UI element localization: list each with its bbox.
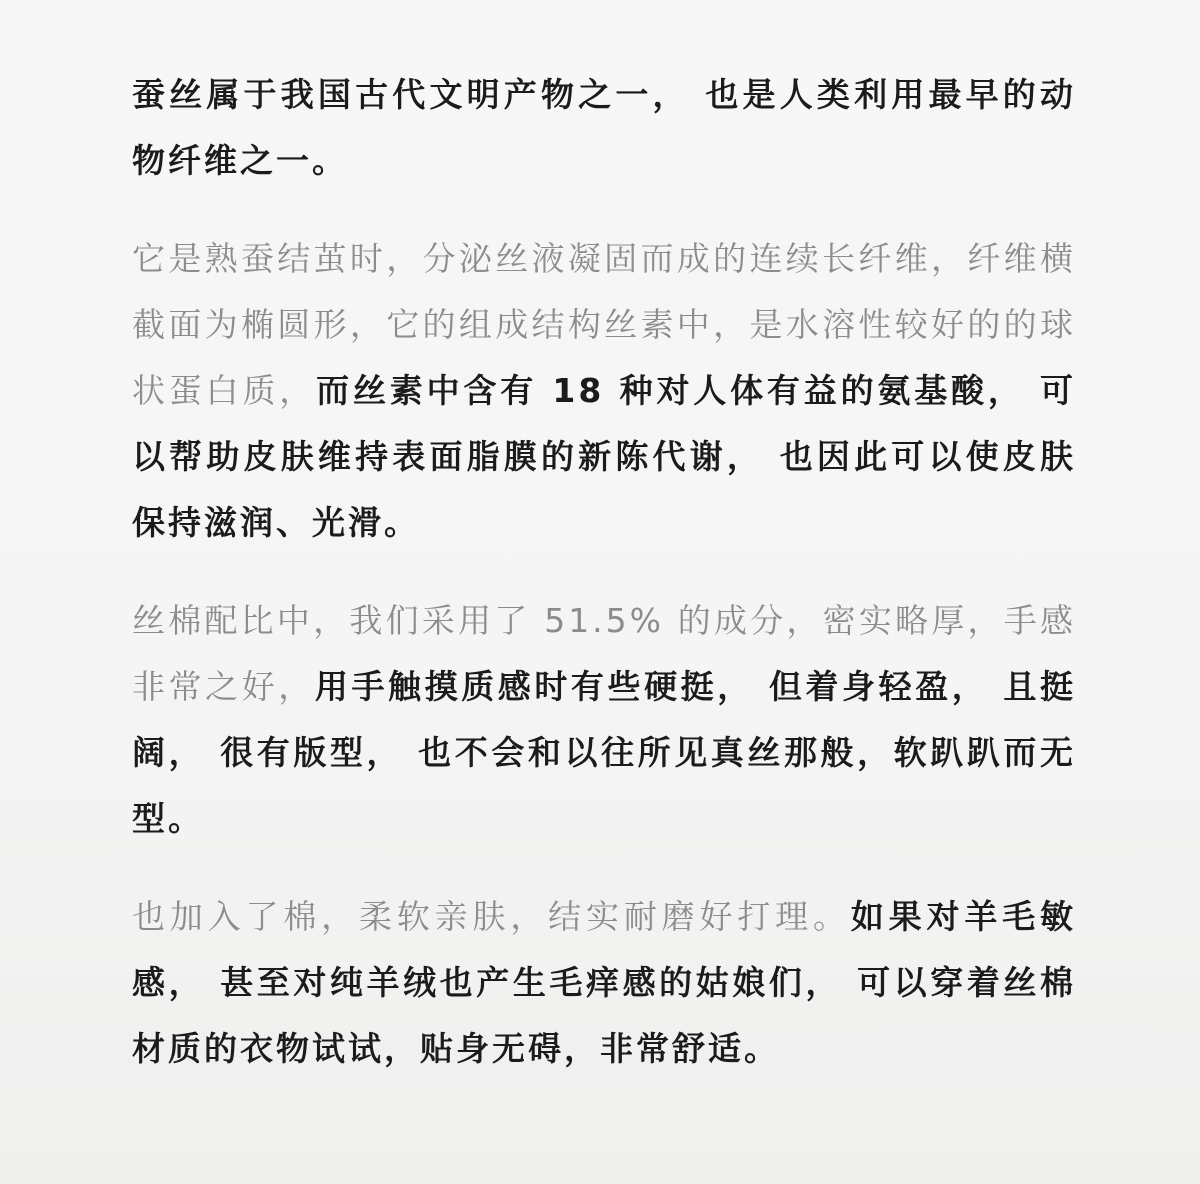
text-segment: 也加入了棉，柔软亲肤，结实耐磨好打理。 bbox=[132, 897, 851, 936]
paragraph-silk-composition bbox=[132, 226, 1076, 556]
paragraph-silk-origin bbox=[132, 62, 1076, 194]
text-segment: 蚕丝属于我国古代文明产物之一， 也是人类利用最早的动物纤维之一。 bbox=[132, 75, 1076, 180]
paragraph-silk-cotton-ratio bbox=[132, 588, 1076, 852]
text-segment: 丝棉配比中，我们采用了 51.5% 的成分，密实略厚，手感非常之好， bbox=[132, 601, 1076, 706]
text-segment: 用手触摸质感时有些硬挺， 但着身轻盈， 且挺阔， 很有版型， 也不会和以往所见真丝那般，软趴趴而无型。 bbox=[132, 667, 1076, 838]
article-body bbox=[132, 62, 1076, 1082]
text-segment: 它是熟蚕结茧时，分泌丝液凝固而成的连续长纤维，纤维横截面为椭圆形，它的组成结构丝素中，是水溶性较好的的球状蛋白质， bbox=[132, 239, 1076, 410]
text-segment: 如果对羊毛敏感， 甚至对纯羊绒也产生毛痒感的姑娘们， 可以穿着丝棉材质的衣物试试，贴身无碍，非常舒适。 bbox=[132, 897, 1077, 1068]
paragraph-cotton-comfort bbox=[132, 884, 1076, 1082]
text-segment: 而丝素中含有 18 种对人体有益的氨基酸， 可以帮助皮肤维持表面脂膜的新陈代谢， 也因此可以使皮肤保持滋润、光滑。 bbox=[132, 371, 1077, 542]
